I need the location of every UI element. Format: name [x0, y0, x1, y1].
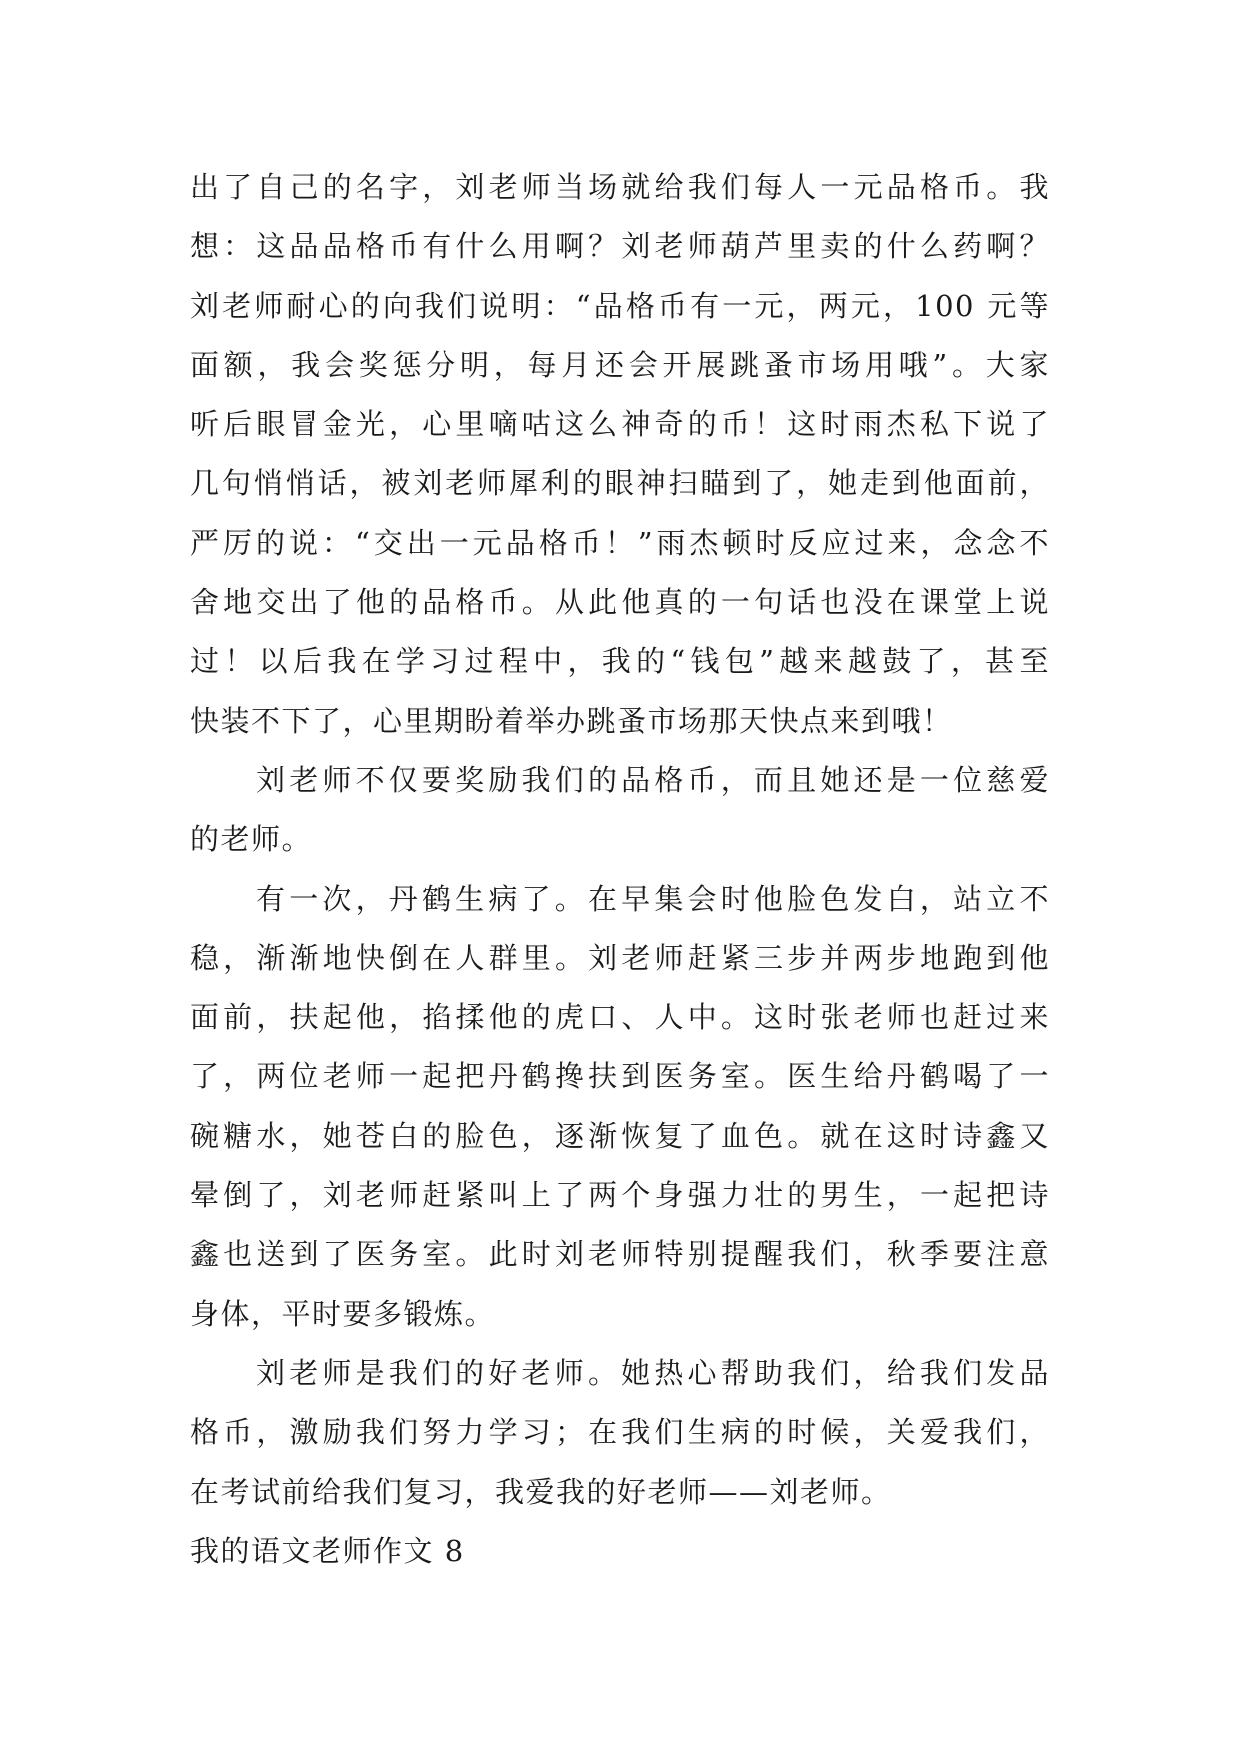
text-line: 想：这品品格币有什么用啊？刘老师葫芦里卖的什么药啊？	[190, 229, 1050, 264]
paragraph-first-line: 有一次，丹鹤生病了。在早集会时他脸色发白，站立不	[256, 881, 1050, 916]
paragraph-first-line: 刘老师是我们的好老师。她热心帮助我们，给我们发品	[256, 1355, 1050, 1390]
section-heading: 我的语文老师作文 8	[190, 1533, 465, 1568]
text-line: 出了自己的名字，刘老师当场就给我们每人一元品格币。我	[190, 170, 1050, 204]
text-line: 快装不下了，心里期盼着举办跳蚤市场那天快点来到哦！	[190, 703, 953, 738]
text-line: 了，两位老师一起把丹鹤搀扶到医务室。医生给丹鹤喝了一	[190, 1059, 1050, 1094]
text-line: 听后眼冒金光，心里嘀咕这么神奇的币！这时雨杰私下说了	[190, 407, 1050, 442]
text-line: 面前，扶起他，掐揉他的虎口、人中。这时张老师也赶过来	[190, 1000, 1050, 1035]
text-line: 面额，我会奖惩分明，每月还会开展跳蚤市场用哦”。大家	[190, 347, 1050, 382]
text-line: 舍地交出了他的品格币。从此他真的一句话也没在课堂上说	[190, 585, 1050, 620]
text-line: 的老师。	[190, 822, 313, 857]
text-line: 稳，渐渐地快倒在人群里。刘老师赶紧三步并两步地跑到他	[190, 940, 1050, 975]
text-line: 在考试前给我们复习，我爱我的好老师——刘老师。	[190, 1474, 892, 1509]
text-line: 碗糖水，她苍白的脸色，逐渐恢复了血色。就在这时诗鑫又	[190, 1118, 1050, 1153]
essay-body	[190, 158, 1050, 1581]
text-line: 过！以后我在学习过程中，我的“钱包”越来越鼓了，甚至	[190, 644, 1050, 679]
paragraph-first-line: 刘老师不仅要奖励我们的品格币，而且她还是一位慈爱	[256, 762, 1050, 797]
text-line: 鑫也送到了医务室。此时刘老师特别提醒我们，秋季要注意	[190, 1237, 1050, 1272]
text-line: 严厉的说：“交出一元品格币！”雨杰顿时反应过来，念念不	[190, 525, 1050, 560]
text-line: 刘老师耐心的向我们说明：“品格币有一元，两元，100 元等	[190, 288, 1050, 323]
text-line: 晕倒了，刘老师赶紧叫上了两个身强力壮的男生，一起把诗	[190, 1178, 1050, 1213]
text-line: 身体，平时要多锻炼。	[190, 1296, 496, 1331]
text-line: 格币，激励我们努力学习；在我们生病的时候，关爱我们，	[190, 1415, 1050, 1450]
text-line: 几句悄悄话，被刘老师犀利的眼神扫瞄到了，她走到他面前，	[190, 466, 1050, 501]
